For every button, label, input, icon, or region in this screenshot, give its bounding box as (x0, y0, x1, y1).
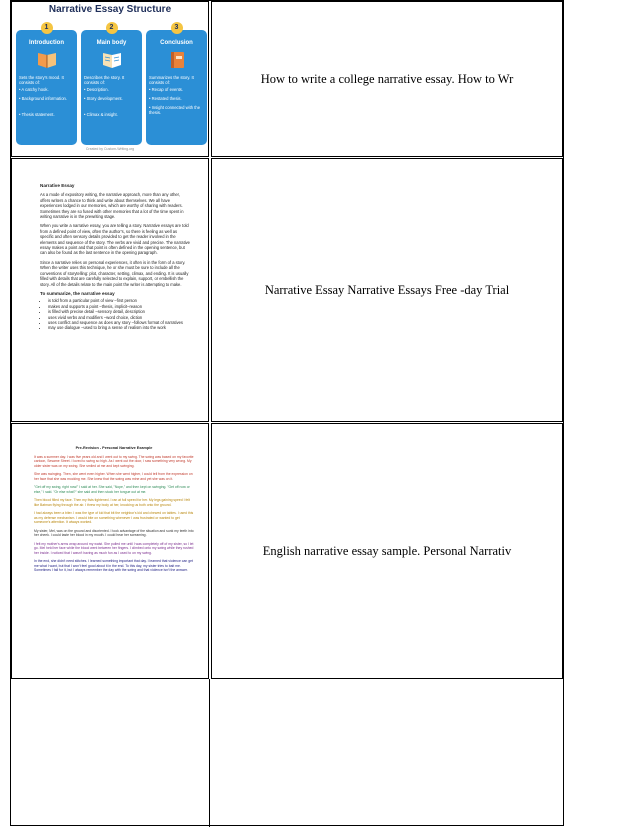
bullet: • Climax & insight. (84, 112, 118, 117)
column-introduction (16, 24, 77, 145)
caption-link[interactable]: Narrative Essay Narrative Essays Free -day Trial (264, 282, 510, 297)
column-description: Summarizes the story. It consists of: (149, 75, 194, 86)
bullet: • Restated thesis. (149, 96, 182, 101)
bullet: • Thesis statement. (19, 112, 55, 117)
caption-cell (211, 423, 563, 679)
list-item: • makes and supports a point –thesis, implicit–reason (48, 304, 190, 309)
open-book-icon (101, 50, 123, 70)
bullet: • Background information. (19, 96, 68, 101)
column-description: Describes the story. It consists of: (84, 75, 125, 86)
essay-document (40, 183, 190, 331)
bullet: • A catchy hook. (19, 87, 49, 92)
document-paragraph: "Get off my swing, right now!" I said at her. She said, "Nope," and then kept on swinging. "Get off now or else," I said. "Or else what?" she said and then stuck her tongue out at me. (34, 485, 190, 494)
list-item: • uses vivid verbs and modifiers –word choice, diction (48, 315, 190, 320)
bullet: • Story development. (84, 96, 123, 101)
column-main-body (81, 24, 142, 145)
caption-link[interactable]: How to write a college narrative essay. How to Wr (260, 71, 514, 86)
caption-cell (211, 1, 563, 157)
document-paragraph: I felt my mother's arms wrap around my waist. She pulled me until I was completely off of my sister, so I let go. Mel held her face while the blood went between her fingers. I climbed onto my swing while they rushed her inside. I noticed that I wasn't having as much fun as I used to on my swing. (34, 541, 194, 555)
sample-document (34, 446, 194, 577)
list-item: • may use dialogue –used to bring a sense of realism into the work (48, 325, 190, 330)
document-paragraph: As a mode of expository writing, the narrative approach, more than any other, offers writers a chance to think and write about themselves. We all have experiences lodged in our memories, which are worthy of sharing with readers. Sometimes they are so fused with other memories that a lot of the time spent in writing narrative is in the prewriting stage. (40, 192, 184, 220)
column-heading: Conclusion (160, 40, 193, 46)
bullet: • Insight connected with the thesis. (149, 105, 201, 116)
document-paragraph: In the end, she didn't need stitches. I learned something important that day. I learned that violence can get me what I want, but that I won't feel good about it in the end. To this day, my sister tries to bait me. Sometimes I fall for it, but I always remember the day with the swing and that violence isn't the answer. (34, 559, 193, 572)
structure-infographic (12, 2, 208, 156)
thumbnail-narrative-essay-document[interactable] (11, 158, 209, 422)
list-item: • is filled with precise detail –sensory detail, description (48, 309, 190, 314)
caption-link[interactable]: English narrative essay sample. Personal Narrativ (262, 543, 512, 558)
closed-book-icon (166, 50, 188, 70)
summary-heading: To summarize, the narrative essay (40, 290, 115, 296)
thumbnail-table (10, 0, 564, 826)
list-item: • is told from a particular point of view –first person (48, 298, 190, 303)
bullet: • Recap of events. (149, 87, 184, 92)
document-heading: Narrative Essay (40, 183, 75, 188)
document-paragraph: Then blood filled my face. Then my fists tightened. I ran at full speed for her. My legs gaining speed I felt like Batman flying through the air. I threw my body at her, knocking us both onto the ground. (34, 498, 190, 507)
infographic-title: Narrative Essay Structure (48, 4, 172, 15)
thumbnail-personal-narrative-sample[interactable] (11, 423, 209, 679)
document-paragraph: She was swinging. Then, she went even higher. When she went higher, I could tell from the expression on her face that she was mocking me. She knew that the swing was mine and yet she was on it. (34, 472, 193, 481)
document-paragraph: My sister, Mel, was on the ground and disoriented. I took advantage of the situation and sunk my teeth into her cheek. I could taste her blood in my mouth. I could hear her screaming. (34, 528, 194, 537)
document-heading: Pre-Revision - Personal Narrative Example (75, 446, 153, 450)
list-item: • uses conflict and sequence as does any story –follows format of narratives (48, 320, 190, 325)
step-badge: 2 (106, 22, 118, 34)
summary-list (40, 298, 190, 330)
document-paragraph: I had always been a biter. I was the type of kid that bit the neighbor's kid and chewed on tables. I used this as my defense mechanism. I would bite on something whenever I was frustrated or wanted to get someone's attention. It always worked. (34, 511, 194, 524)
empty-cell (11, 679, 210, 827)
caption-cell (211, 158, 563, 422)
step-badge: 3 (171, 22, 183, 34)
empty-row (11, 679, 563, 827)
thumbnail-narrative-essay-structure[interactable] (11, 1, 209, 157)
bullet: • Description. (84, 87, 109, 92)
document-paragraph: Since a narrative relies on personal experiences, it often is in the form of a story. When the writer uses this technique, he or she must be sure to include all the conventions of storytelling: plot, character, setting, climax, and ending. It is usually filled with details that are carefully selected to explain, support, or embellish the story. All of the details relate to the main point the writer is attempting to make. (40, 259, 189, 287)
column-description: Sets the story's mood. It consists of: (19, 75, 64, 86)
document-paragraph: It was a summer day. I was five years old and I went out to my swing. The swing was based on my favorite cartoon, Sesame Street. I loved to swing so high. As I went out the door, I saw something very wrong. My older sister was on my swing. She smiled at me and kept swinging. (34, 454, 194, 468)
column-conclusion (146, 24, 207, 145)
column-heading: Main body (96, 40, 127, 46)
column-heading: Introduction (29, 40, 64, 46)
infographic-credit: Created by Custom-Writing.org (85, 147, 135, 151)
open-book-icon (36, 50, 58, 70)
step-badge: 1 (41, 22, 53, 34)
document-paragraph: When you write a narrative essay, you are telling a story. Narrative essays are told from a defined point of view, often the author's, so there is feeling as well as specific and often sensory details provided to get the reader involved in the elements and sequence of the story. The verbs are vivid and precise. The narrative essay makes a point and that point is often defined in the opening sentence, but can also be found as the last sentence in the opening paragraph. (40, 223, 190, 256)
